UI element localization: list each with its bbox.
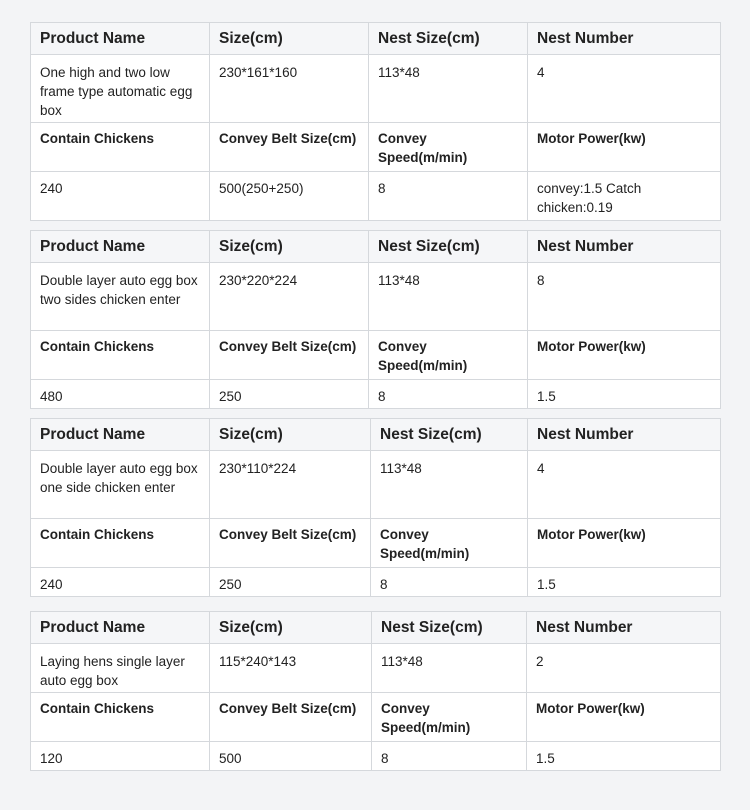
product-spec-table-3 [30, 418, 720, 597]
nest-number-cell: 8 [528, 263, 721, 331]
header-size: Size(cm) [210, 612, 372, 644]
product-spec-table-4 [30, 611, 720, 771]
belt-size-cell: 500 [210, 742, 372, 771]
product-name-cell: One high and two low frame type automatic egg box [31, 55, 210, 123]
header-nest-size: Nest Size(cm) [372, 612, 527, 644]
motor-power-cell: convey:1.5 Catch chicken:0.19 [528, 172, 721, 221]
size-cell: 115*240*143 [210, 644, 372, 693]
contain-chickens-cell: 240 [31, 568, 210, 597]
header-convey-speed: Convey Speed(m/min) [369, 123, 528, 172]
product-name-cell: Double layer auto egg box one side chicken enter [31, 451, 210, 519]
header-convey-speed: Convey Speed(m/min) [372, 693, 527, 742]
header-product-name: Product Name [31, 231, 210, 263]
header-belt-size: Convey Belt Size(cm) [210, 123, 369, 172]
header-convey-speed: Convey Speed(m/min) [369, 331, 528, 380]
header-nest-number: Nest Number [528, 419, 721, 451]
header-size: Size(cm) [210, 23, 369, 55]
header-nest-size: Nest Size(cm) [369, 231, 528, 263]
size-cell: 230*110*224 [210, 451, 371, 519]
header-contain-chickens: Contain Chickens [31, 693, 210, 742]
contain-chickens-cell: 120 [31, 742, 210, 771]
product-spec-table-1 [30, 22, 720, 221]
nest-size-cell: 113*48 [372, 644, 527, 693]
size-cell: 230*161*160 [210, 55, 369, 123]
motor-power-cell: 1.5 [528, 380, 721, 409]
header-belt-size: Convey Belt Size(cm) [210, 693, 372, 742]
header-contain-chickens: Contain Chickens [31, 331, 210, 380]
header-motor-power: Motor Power(kw) [528, 123, 721, 172]
header-convey-speed: Convey Speed(m/min) [371, 519, 528, 568]
belt-size-cell: 500(250+250) [210, 172, 369, 221]
header-contain-chickens: Contain Chickens [31, 519, 210, 568]
header-belt-size: Convey Belt Size(cm) [210, 519, 371, 568]
nest-size-cell: 113*48 [369, 55, 528, 123]
header-product-name: Product Name [31, 23, 210, 55]
convey-speed-cell: 8 [372, 742, 527, 771]
nest-size-cell: 113*48 [371, 451, 528, 519]
contain-chickens-cell: 240 [31, 172, 210, 221]
header-nest-number: Nest Number [527, 612, 721, 644]
header-belt-size: Convey Belt Size(cm) [210, 331, 369, 380]
convey-speed-cell: 8 [369, 172, 528, 221]
header-size: Size(cm) [210, 231, 369, 263]
belt-size-cell: 250 [210, 380, 369, 409]
header-motor-power: Motor Power(kw) [528, 519, 721, 568]
motor-power-cell: 1.5 [528, 568, 721, 597]
product-name-cell: Laying hens single layer auto egg box [31, 644, 210, 693]
product-name-cell: Double layer auto egg box two sides chicken enter [31, 263, 210, 331]
motor-power-cell: 1.5 [527, 742, 721, 771]
nest-size-cell: 113*48 [369, 263, 528, 331]
header-contain-chickens: Contain Chickens [31, 123, 210, 172]
nest-number-cell: 4 [528, 55, 721, 123]
header-nest-number: Nest Number [528, 23, 721, 55]
header-nest-number: Nest Number [528, 231, 721, 263]
header-motor-power: Motor Power(kw) [528, 331, 721, 380]
contain-chickens-cell: 480 [31, 380, 210, 409]
belt-size-cell: 250 [210, 568, 371, 597]
product-spec-table-2 [30, 230, 720, 409]
nest-number-cell: 4 [528, 451, 721, 519]
header-size: Size(cm) [210, 419, 371, 451]
header-nest-size: Nest Size(cm) [369, 23, 528, 55]
nest-number-cell: 2 [527, 644, 721, 693]
header-product-name: Product Name [31, 419, 210, 451]
convey-speed-cell: 8 [369, 380, 528, 409]
convey-speed-cell: 8 [371, 568, 528, 597]
size-cell: 230*220*224 [210, 263, 369, 331]
header-motor-power: Motor Power(kw) [527, 693, 721, 742]
header-nest-size: Nest Size(cm) [371, 419, 528, 451]
header-product-name: Product Name [31, 612, 210, 644]
